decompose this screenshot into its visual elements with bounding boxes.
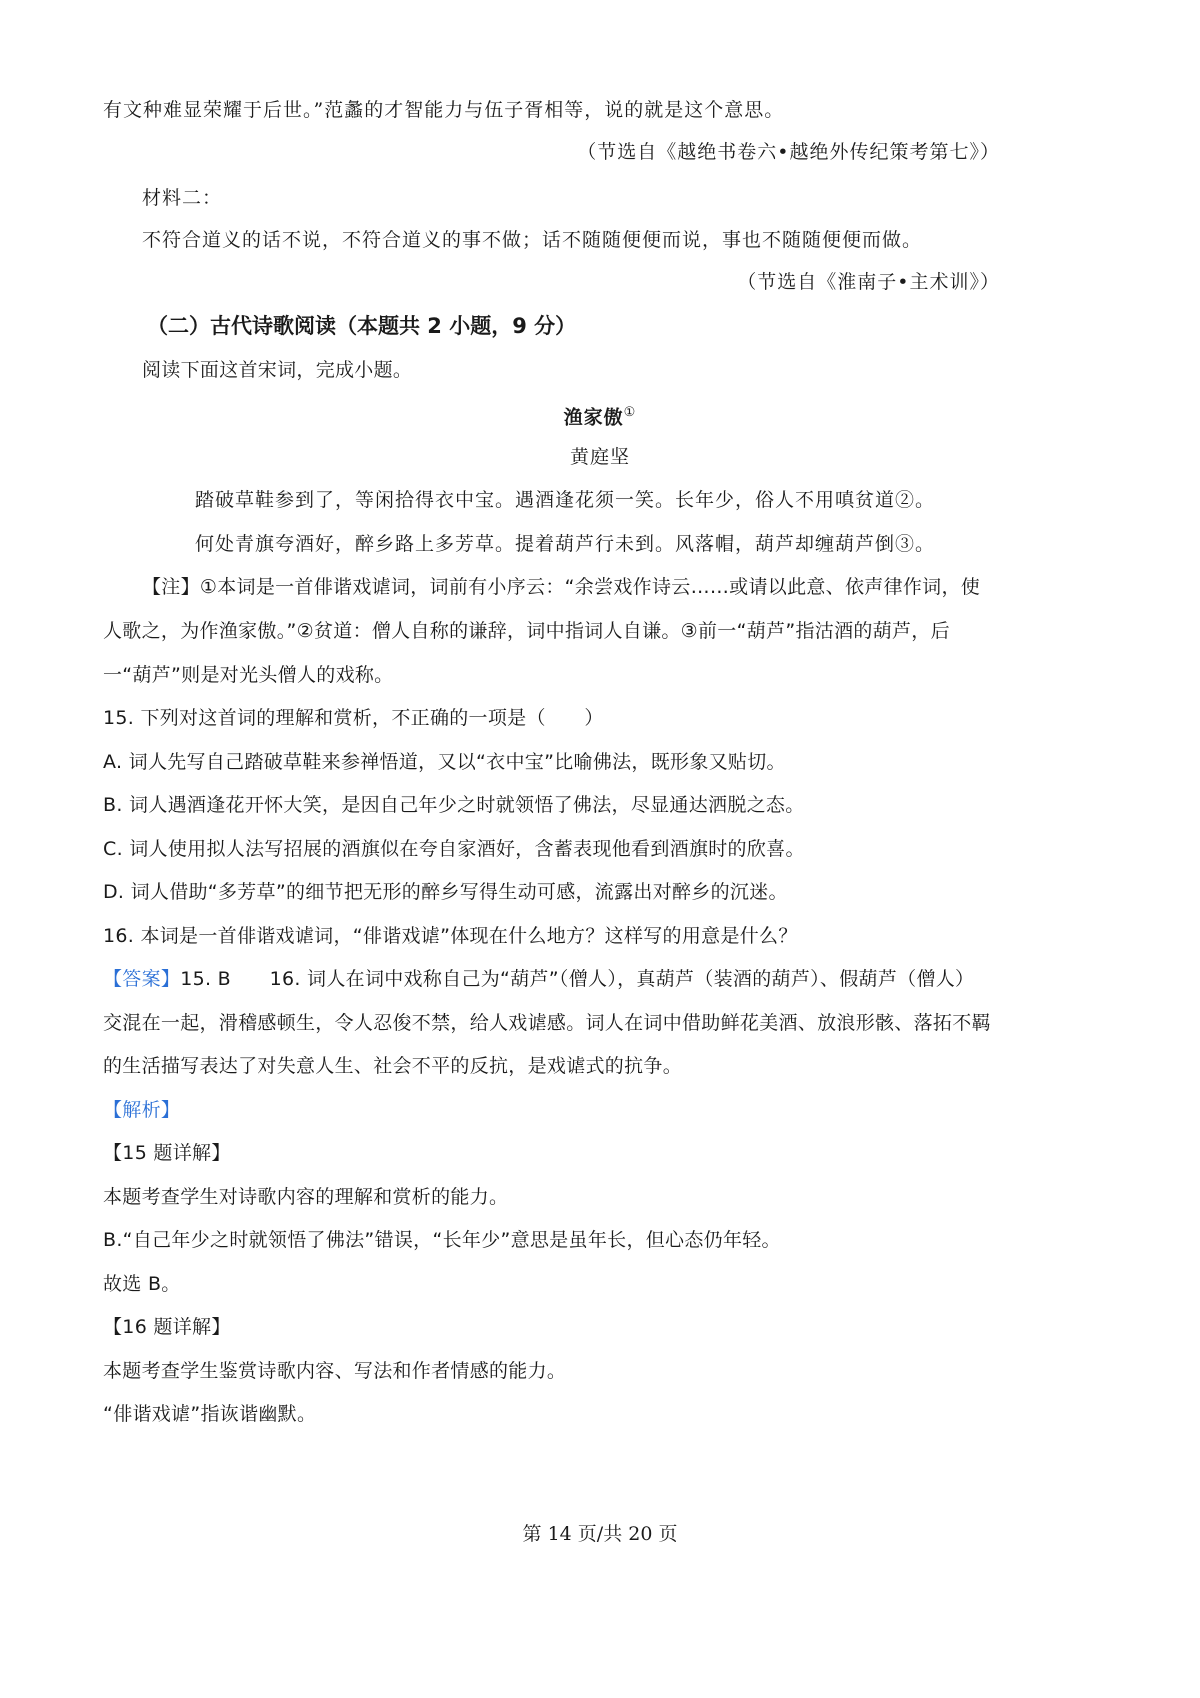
analysis-q15-heading: 【15 题详解】 — [103, 1142, 231, 1164]
poem-line-1: 踏破草鞋参到了，等闲拾得衣中宝。遇酒逢花须一笑。长年少，俗人不用嗔贫道②。 — [195, 489, 936, 511]
section2-heading: （二）古代诗歌阅读（本题共 2 小题，9 分） — [147, 314, 577, 338]
q15-stem: 15. 下列对这首词的理解和赏析，不正确的一项是（ ） — [103, 707, 604, 729]
material1-tail-text: 有文种难显荣耀于后世。”范蠡的才智能力与伍子胥相等，说的就是这个意思。 — [103, 99, 785, 121]
answer-line-1-text: 15. B 16. 词人在词中戏称自己为“葫芦”（僧人），真葫芦（装酒的葫芦）、假葫芦（僧人） — [180, 968, 975, 990]
analysis-q16-line-2: “俳谐戏谑”指诙谐幽默。 — [103, 1403, 317, 1425]
q16-stem: 16. 本词是一首俳谐戏谑词，“俳谐戏谑”体现在什么地方？这样写的用意是什么？ — [103, 925, 798, 947]
poem-author: 黄庭坚 — [569, 446, 630, 468]
poem-line-2: 何处青旗夸酒好，醉乡路上多芳草。提着葫芦行未到。风落帽，葫芦却缠葫芦倒③。 — [195, 533, 936, 555]
notes-line-3: 一“葫芦”则是对光头僧人的戏称。 — [103, 664, 394, 686]
analysis-q15-line-1: 本题考查学生对诗歌内容的理解和赏析的能力。 — [103, 1186, 509, 1208]
notes-line-1: 【注】①本词是一首俳谐戏谑词，词前有小序云：“余尝戏作诗云……或请以此意、依声律作词，使 — [142, 576, 981, 598]
analysis-label: 【解析】 — [103, 1099, 181, 1121]
analysis-q15-line-3: 故选 B。 — [103, 1273, 181, 1295]
answer-line-1 — [103, 965, 974, 993]
section2-instruction: 阅读下面这首宋词，完成小题。 — [142, 359, 413, 381]
notes-line-2: 人歌之，为作渔家傲。”②贫道：僧人自称的谦辞，词中指词人自谦。③前一“葫芦”指沽酒的葫芦，后 — [103, 620, 950, 642]
analysis-q15-line-2: B.“自己年少之时就领悟了佛法”错误，“长年少”意思是虽年长，但心态仍年轻。 — [103, 1229, 781, 1251]
answer-line-2: 交混在一起，滑稽感顿生，令人忍俊不禁，给人戏谑感。词人在词中借助鲜花美酒、放浪形骸、落拓不羁 — [103, 1012, 991, 1034]
answer-line-3: 的生活描写表达了对失意人生、社会不平的反抗，是戏谑式的抗争。 — [103, 1055, 683, 1077]
poem-title — [450, 399, 750, 431]
analysis-q16-heading: 【16 题详解】 — [103, 1316, 231, 1338]
poem-title-text: 渔家傲 — [563, 406, 624, 429]
q15-option-b: B. 词人遇酒逢花开怀大笑，是因自己年少之时就领悟了佛法，尽显通达洒脱之态。 — [103, 794, 805, 816]
q15-option-d: D. 词人借助“多芳草”的细节把无形的醉乡写得生动可感，流露出对醉乡的沉迷。 — [103, 881, 788, 903]
analysis-q16-line-1: 本题考查学生鉴赏诗歌内容、写法和作者情感的能力。 — [103, 1360, 567, 1382]
material2-text: 不符合道义的话不说，不符合道义的事不做；话不随随便便而说，事也不随随便便而做。 — [142, 229, 923, 251]
material2-source: （节选自《淮南子•主术训》） — [737, 271, 1000, 293]
page-footer: 第 14 页/共 20 页 — [522, 1523, 678, 1545]
answer-label: 【答案】 — [103, 968, 181, 990]
poem-title-note: ① — [623, 405, 637, 420]
material2-label: 材料二： — [142, 187, 223, 209]
q15-option-a: A. 词人先写自己踏破草鞋来参禅悟道，又以“衣中宝”比喻佛法，既形象又贴切。 — [103, 751, 786, 773]
q15-option-c: C. 词人使用拟人法写招展的酒旗似在夸自家酒好，含蓄表现他看到酒旗时的欣喜。 — [103, 838, 805, 860]
material1-source: （节选自《越绝书卷六•越绝外传纪策考第七》） — [577, 141, 1000, 163]
